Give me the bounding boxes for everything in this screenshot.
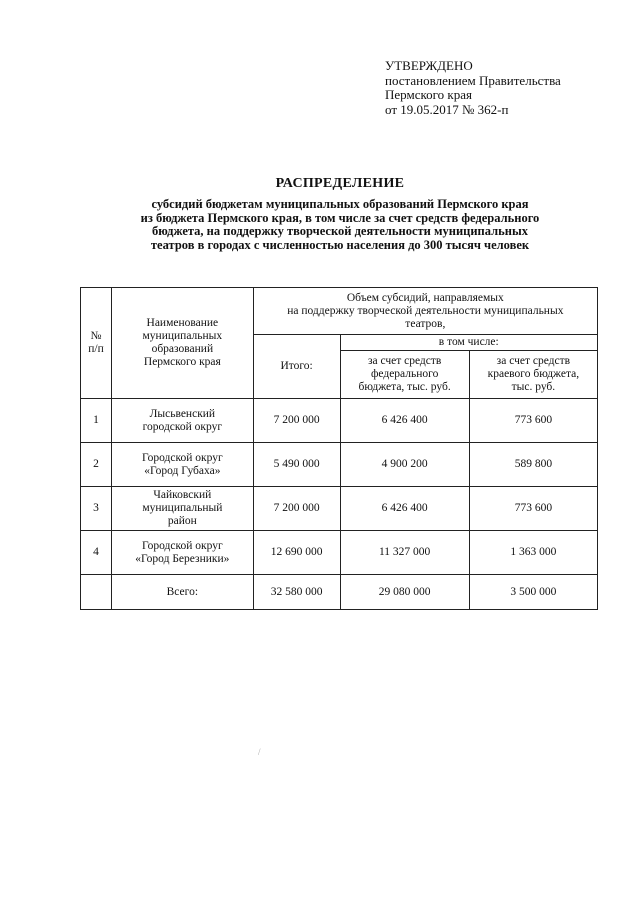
row-number: 2 (81, 443, 112, 487)
subtitle-line-3: бюджета, на поддержку творческой деятельности муниципальных (152, 224, 528, 238)
totals-federal: 29 080 000 (340, 575, 469, 610)
row-municipality: Городской округ «Город Березники» (112, 531, 254, 575)
row-federal: 4 900 200 (340, 443, 469, 487)
header-number: № п/п (81, 288, 112, 399)
row-regional: 773 600 (469, 399, 597, 443)
totals-label: Всего: (112, 575, 254, 610)
table-totals-row (81, 575, 598, 610)
document-subtitle (70, 198, 610, 252)
approval-decree: постановлением Правительства (385, 72, 561, 88)
row-regional: 773 600 (469, 487, 597, 531)
approval-region: Пермского края (385, 87, 472, 102)
table-row (81, 443, 598, 487)
header-subsidy-volume: Объем субсидий, направляемых на поддержку творческой деятельности муниципальных театров, (253, 288, 597, 335)
row-federal: 6 426 400 (340, 399, 469, 443)
document-title: РАСПРЕДЕЛЕНИЕ (275, 176, 405, 191)
row-municipality: Лысьвенский городской округ (112, 399, 254, 443)
header-regional-budget: за счет средств краевого бюджета, тыс. руб. (469, 351, 597, 399)
row-municipality: Городской округ «Город Губаха» (112, 443, 254, 487)
table-row (81, 531, 598, 575)
row-total: 12 690 000 (253, 531, 340, 575)
row-regional: 1 363 000 (469, 531, 597, 575)
header-including: в том числе: (340, 335, 597, 351)
totals-regional: 3 500 000 (469, 575, 597, 610)
row-federal: 11 327 000 (340, 531, 469, 575)
row-total: 7 200 000 (253, 399, 340, 443)
table-row (81, 399, 598, 443)
row-regional: 589 800 (469, 443, 597, 487)
row-municipality: Чайковский муниципальный район (112, 487, 254, 531)
header-total: Итого: (253, 335, 340, 399)
row-number: 4 (81, 531, 112, 575)
subtitle-line-2: из бюджета Пермского края, в том числе за счет средств федерального (140, 210, 540, 225)
row-total: 7 200 000 (253, 487, 340, 531)
row-number: 1 (81, 399, 112, 443)
header-federal-budget: за счет средств федерального бюджета, тыс. руб. (340, 351, 469, 399)
row-total: 5 490 000 (253, 443, 340, 487)
approval-heading: УТВЕРЖДЕНО (385, 58, 473, 73)
totals-number-cell (81, 575, 112, 610)
totals-total: 32 580 000 (253, 575, 340, 610)
subtitle-line-4: театров в городах с численностью населения до 300 тысяч человек (150, 237, 530, 252)
approval-stamp (385, 59, 561, 117)
header-municipality-name: Наименование муниципальных образований Пермского края (112, 288, 254, 399)
table-row (81, 487, 598, 531)
approval-date-number: от 19.05.2017 № 362-п (385, 101, 509, 117)
row-number: 3 (81, 487, 112, 531)
scan-mark: / (258, 747, 261, 757)
subtitle-line-1: субсидий бюджетам муниципальных образований Пермского края (151, 197, 529, 211)
table-header-row (81, 288, 598, 335)
row-federal: 6 426 400 (340, 487, 469, 531)
subsidy-distribution-table (80, 287, 598, 610)
